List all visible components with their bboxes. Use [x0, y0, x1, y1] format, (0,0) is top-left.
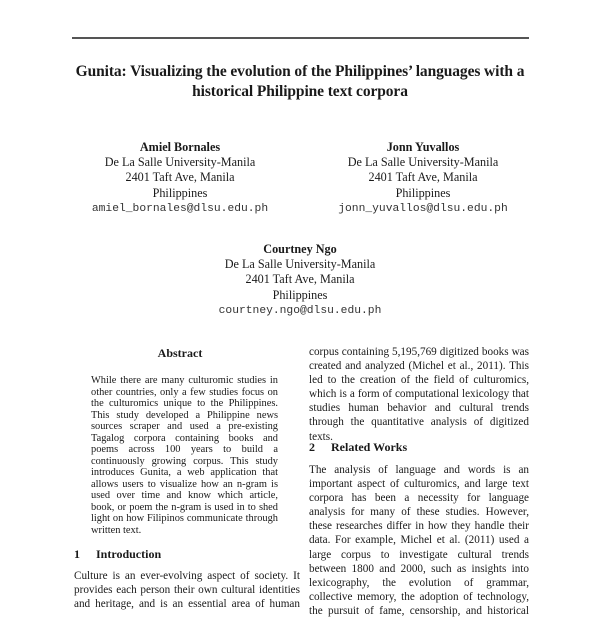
- author-block-1: [60, 140, 300, 217]
- abstract-text: [91, 375, 278, 536]
- paper-title: Gunita: Visualizing the evolution of the Philippines’ languages with a historical Philippine text corpora: [75, 63, 525, 100]
- section-title: Related Works: [331, 440, 408, 454]
- section-number: 1: [74, 547, 80, 561]
- related-works-text: [309, 463, 529, 632]
- introduction-text: [74, 569, 300, 625]
- author-name: Amiel Bornales: [139, 140, 221, 154]
- abstract-heading: Abstract: [157, 346, 203, 360]
- section-number: 2: [309, 440, 315, 454]
- author-address: 2401 Taft Ave, Manila: [125, 170, 235, 185]
- author-address: 2401 Taft Ave, Manila: [245, 272, 355, 287]
- section-heading-introduction: [74, 547, 161, 562]
- related-works-paragraph: The analysis of language and words is an important aspect of culturomics, and large text corpora has been a necessity for language analysis for many of these studies. However, these researches differ in how they handle their data. For example, Michel et al. (2011) used a large corpus to investigate cultural trends between 1800 and 2000, such as insights into lexicography, the evolution of grammar, collective memory, the adoption of technology, the pursuit of fame, censorship, and historical: [309, 464, 529, 617]
- author-country: Philippines: [152, 185, 208, 200]
- author-email[interactable]: courtney.ngo@dlsu.edu.ph: [218, 304, 382, 317]
- author-email[interactable]: amiel_bornales@dlsu.edu.ph: [91, 202, 269, 215]
- abstract-paragraph: While there are many culturomic studies in other countries, only a few studies focus on the culturomics unique to the Philippines. This study developed a Philippine news sources scraper and used a pre-existing Tagalog corpora containing books and poems across 100 years to build a continuously growing corpus. This study introduces Gunita, a web application that allows users to visualize how an n-gram is used over time and know which article, book, or poem the n-gram is used in to shed light on how Filipinos communicate through written text.: [91, 375, 278, 536]
- author-name: Courtney Ngo: [263, 242, 337, 256]
- author-block-3: [180, 242, 420, 319]
- author-affiliation: De La Salle University-Manila: [224, 257, 376, 272]
- author-address: 2401 Taft Ave, Manila: [368, 170, 478, 185]
- author-affiliation: De La Salle University-Manila: [347, 155, 499, 170]
- author-country: Philippines: [395, 185, 451, 200]
- right-column-continuation: [309, 345, 529, 444]
- author-block-2: [303, 140, 543, 217]
- author-email[interactable]: jonn_yuvallos@dlsu.edu.ph: [338, 202, 508, 215]
- author-name: Jonn Yuvallos: [386, 140, 460, 154]
- header-rule: [72, 37, 529, 39]
- section-title: Introduction: [96, 547, 162, 561]
- author-country: Philippines: [272, 287, 328, 302]
- author-affiliation: De La Salle University-Manila: [104, 155, 256, 170]
- continuation-paragraph: corpus containing 5,195,769 digitized books was created and analyzed (Michel et al., 2011). This led to the creation of the field of culturomics, which is a form of computational lexicology that studies human behavior and cultural trends through the quantitative analysis of digitized texts.: [309, 346, 529, 443]
- introduction-paragraph: Culture is an ever-evolving aspect of society. It provides each person their own cultural identities and heritage, and is an essential area of human: [74, 570, 300, 611]
- section-heading-related-works: [309, 440, 407, 455]
